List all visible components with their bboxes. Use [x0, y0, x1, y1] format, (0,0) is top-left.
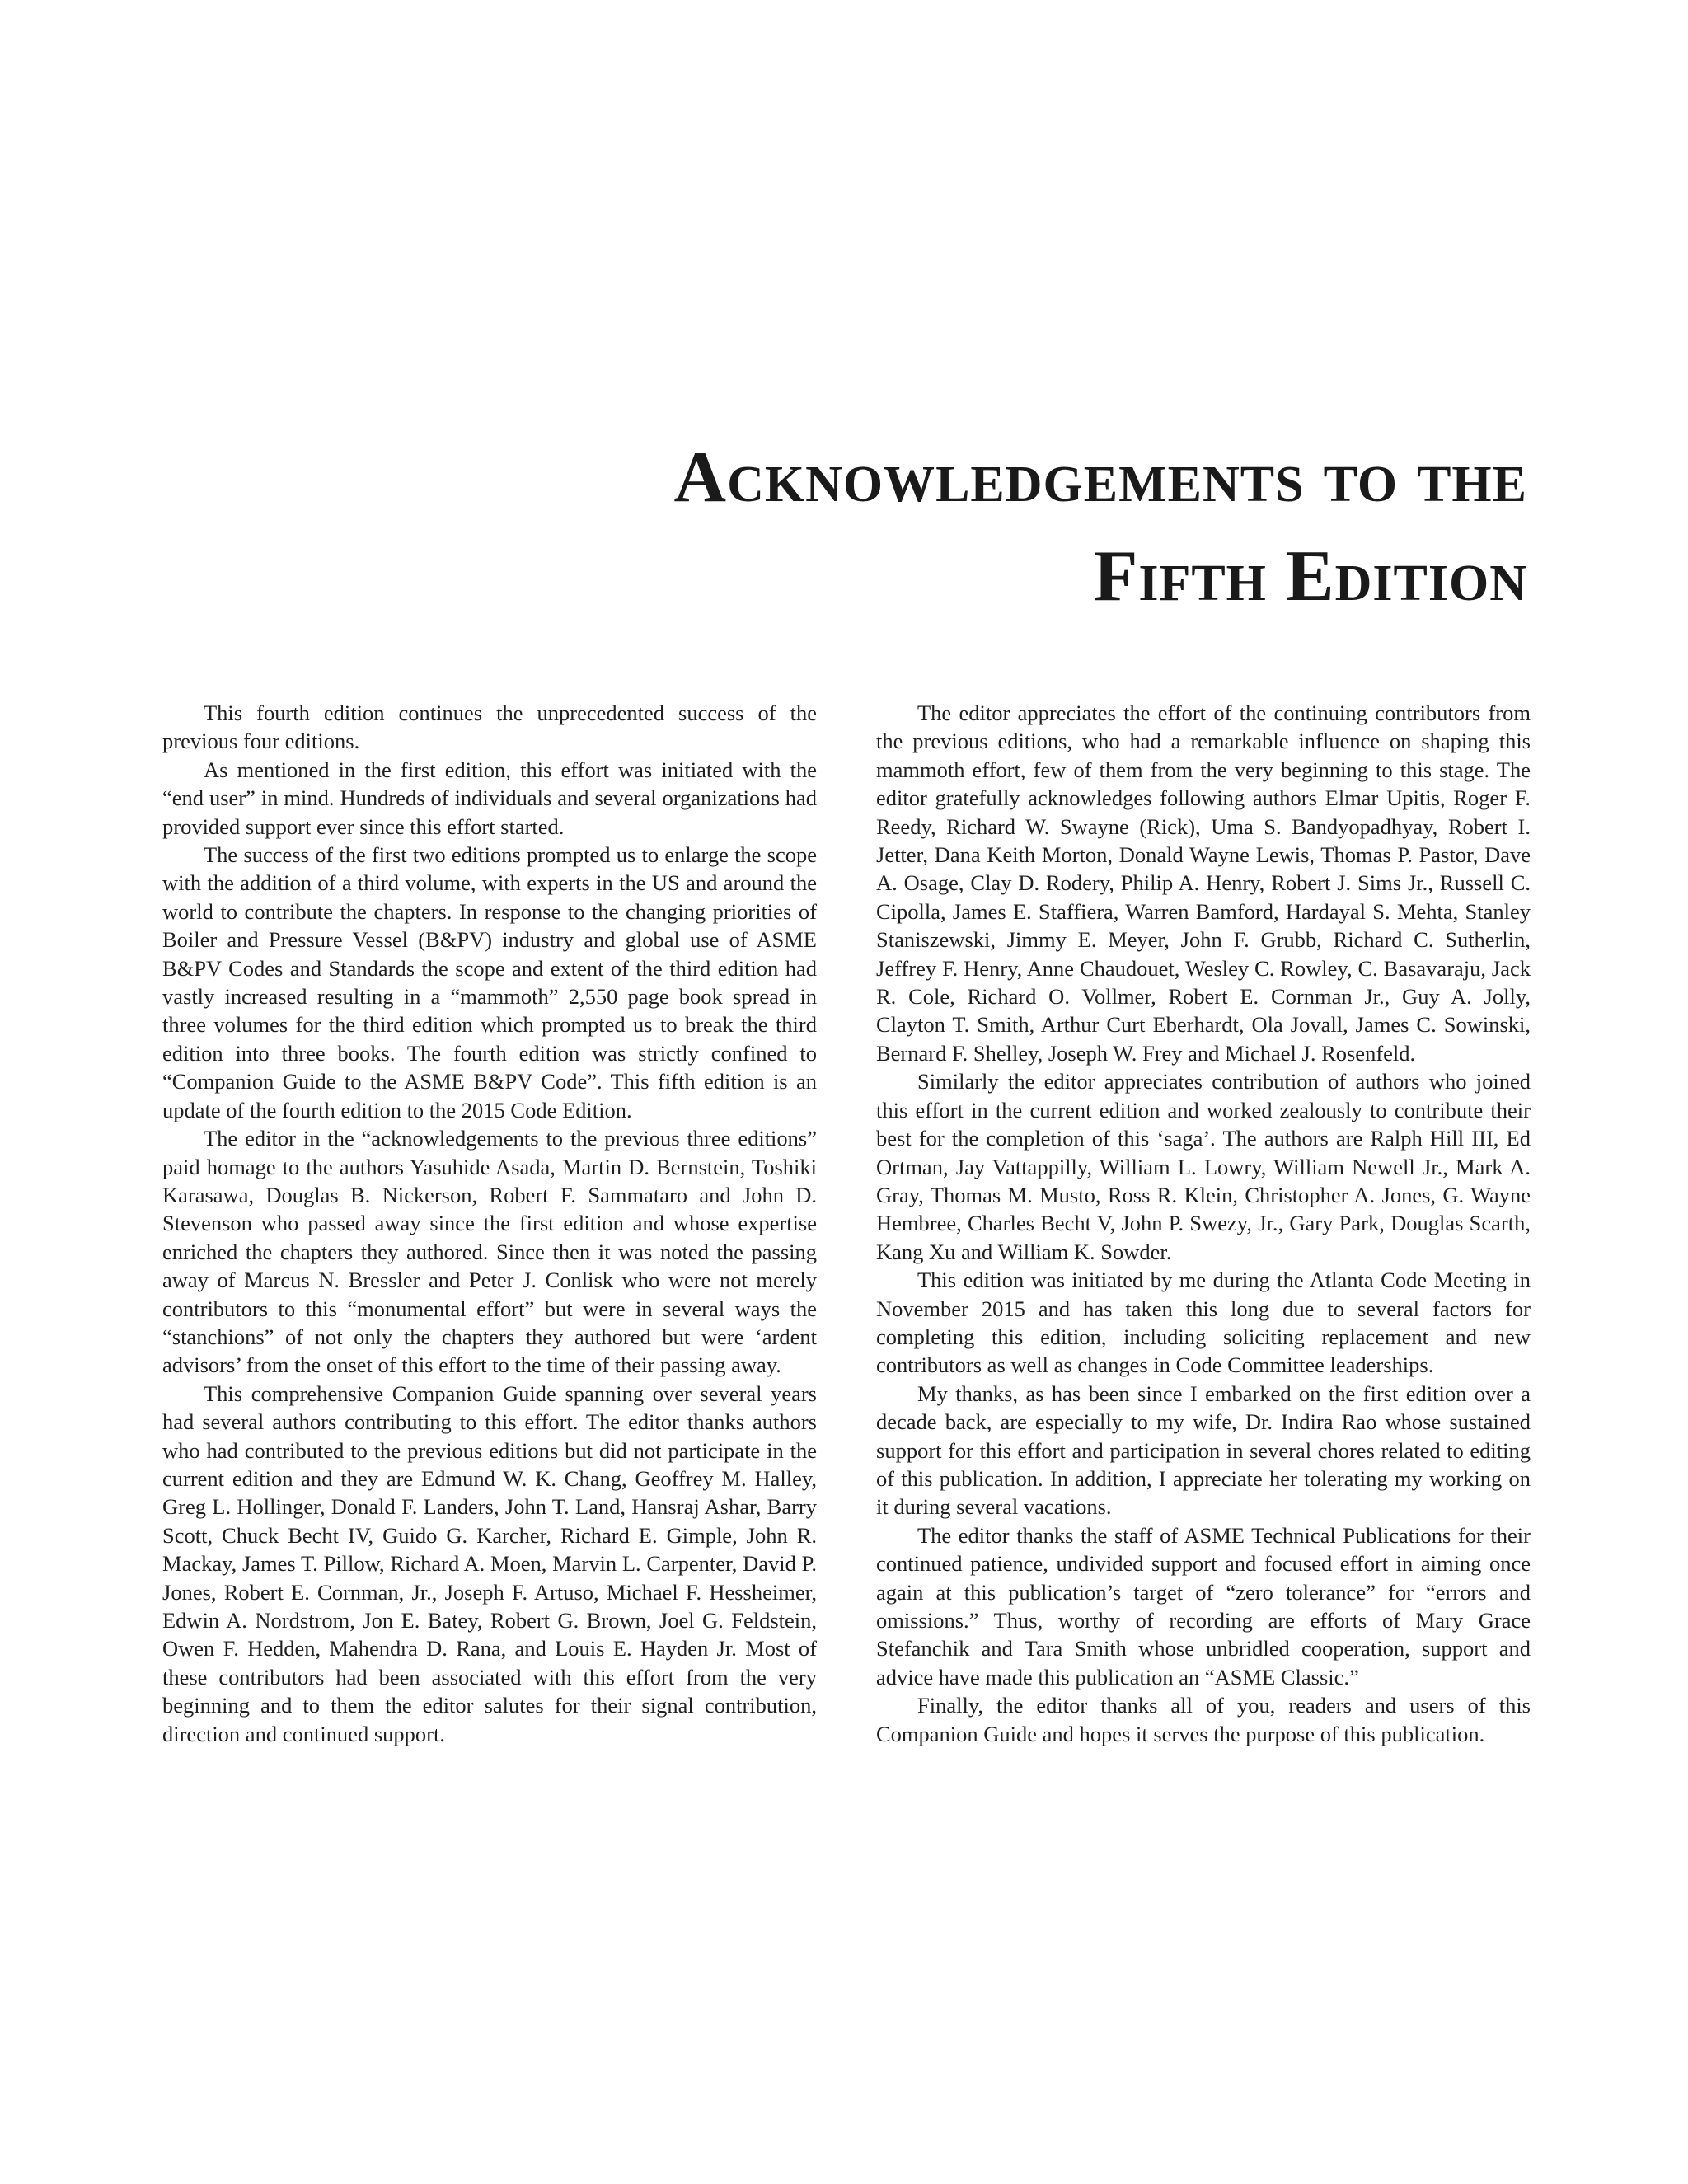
paragraph: The editor appreciates the effort of the continuing contributors from the previous editions, who had a remarkable influence on shaping this mammoth effort, few of them from the very beginning to this stage. The editor gratefully acknowledges following authors Elmar Upitis, Roger F. Reedy, Richard W. Swayne (Rick), Uma S. Bandyopadhyay, Robert I. Jetter, Dana Keith Morton, Donald Wayne Lewis, Thomas P. Pastor, Dave A. Osage, Clay D. Rodery, Philip A. Henry, Robert J. Sims Jr., Russell C. Cipolla, James E. Staffiera, Warren Bamford, Hardayal S. Mehta, Stanley Staniszewski, Jimmy E. Meyer, John F. Grubb, Richard C. Sutherlin, Jeffrey F. Henry, Anne Chaudouet, Wesley C. Rowley, C. Basavaraju, Jack R. Cole, Richard O. Vollmer, Robert E. Cornman Jr., Guy A. Jolly, Clayton T. Smith, Arthur Curt Eberhardt, Ola Jovall, James C. Sowinski, Bernard F. Shelley, Joseph W. Frey and Michael J. Rosenfeld. [876, 701, 1531, 1066]
right-column [876, 699, 1531, 1748]
title-line-2: Fifth Edition [1093, 537, 1527, 616]
paragraph: Finally, the editor thanks all of you, readers and users of this Companion Guide and hopes it serves the purpose of this publication. [876, 1693, 1531, 1746]
page-title [209, 429, 1527, 626]
paragraph: The success of the first two editions prompted us to enlarge the scope with the addition of a third volume, with experts in the US and around the world to contribute the chapters. In response to the changing priorities of Boiler and Pressure Vessel (B&PV) industry and global use of ASME B&PV Codes and Standards the scope and extent of the third edition had vastly increased resulting in a “mammoth” 2,550 page book spread in three volumes for the third edition which prompted us to break the third edition into three books. The fourth edition was strictly confined to “Companion Guide to the ASME B&PV Code”. This fifth edition is an update of the fourth edition to the 2015 Code Edition. [162, 842, 817, 1122]
paragraph: This fourth edition continues the unprecedented success of the previous four editions. [162, 701, 817, 754]
paragraph: My thanks, as has been since I embarked on the first edition over a decade back, are especially to my wife, Dr. Indira Rao whose sustained support for this effort and participation in several chores related to editing of this publication. In addition, I appreciate her tolerating my working on it during several vacations. [876, 1380, 1531, 1520]
paragraph: This edition was initiated by me during the Atlanta Code Meeting in November 2015 and has taken this long due to several factors for completing this edition, including soliciting replacement and new contributors as well as changes in Code Committee leaderships. [876, 1268, 1531, 1378]
paragraph: The editor thanks the staff of ASME Technical Publications for their continued patience, undivided support and focused effort in aiming once again at this publication’s target of “zero tolerance” for “errors and omissions.” Thus, worthy of recording are efforts of Mary Grace Stefanchik and Tara Smith whose unbridled cooperation, support and advice have made this publication an “ASME Classic.” [876, 1522, 1531, 1690]
paragraph: This comprehensive Companion Guide spanning over several years had several authors contributing to this effort. The editor thanks authors who had contributed to the previous editions but did not participate in the current edition and they are Edmund W. K. Chang, Geoffrey M. Halley, Greg L. Hollinger, Donald F. Landers, John T. Land, Hansraj Ashar, Barry Scott, Chuck Becht IV, Guido G. Karcher, Richard E. Gimple, John R. Mackay, James T. Pillow, Richard A. Moen, Marvin L. Carpenter, David P. Jones, Robert E. Cornman, Jr., Joseph F. Artuso, Michael F. Hessheimer, Edwin A. Nordstrom, Jon E. Batey, Robert G. Brown, Joel G. Feldstein, Owen F. Hedden, Mahendra D. Rana, and Louis E. Hayden Jr. Most of these contributors had been associated with this effort from the very beginning and to them the editor salutes for their signal contribution, direction and continued support. [162, 1380, 817, 1746]
title-line-1: Acknowledgements to the [673, 438, 1527, 518]
paragraph: Similarly the editor appreciates contribution of authors who joined this effort in the current edition and worked zealously to contribute their best for the completion of this ‘saga’. The authors are Ralph Hill III, Ed Ortman, Jay Vattappilly, William L. Lowry, William Newell Jr., Mark A. Gray, Thomas M. Musto, Ross R. Klein, Christopher A. Jones, G. Wayne Hembree, Charles Becht V, John P. Swezy, Jr., Gary Park, Douglas Scarth, Kang Xu and William K. Sowder. [876, 1069, 1531, 1264]
left-column [162, 699, 817, 1748]
body-columns [162, 699, 1531, 1748]
paragraph: The editor in the “acknowledgements to the previous three editions” paid homage to the authors Yasuhide Asada, Martin D. Bernstein, Toshiki Karasawa, Douglas B. Nickerson, Robert F. Sammataro and John D. Stevenson who passed away since the first edition and whose expertise enriched the chapters they authored. Since then it was noted the passing away of Marcus N. Bressler and Peter J. Conlisk who were not merely contributors to this “monumental effort” but were in several ways the “stanchions” of not only the chapters they authored but were ‘ardent advisors’ from the onset of this effort to the time of their passing away. [162, 1126, 817, 1378]
paragraph: As mentioned in the first edition, this effort was initiated with the “end user” in mind. Hundreds of individuals and several organizations had provided support ever since this effort started. [162, 757, 817, 839]
